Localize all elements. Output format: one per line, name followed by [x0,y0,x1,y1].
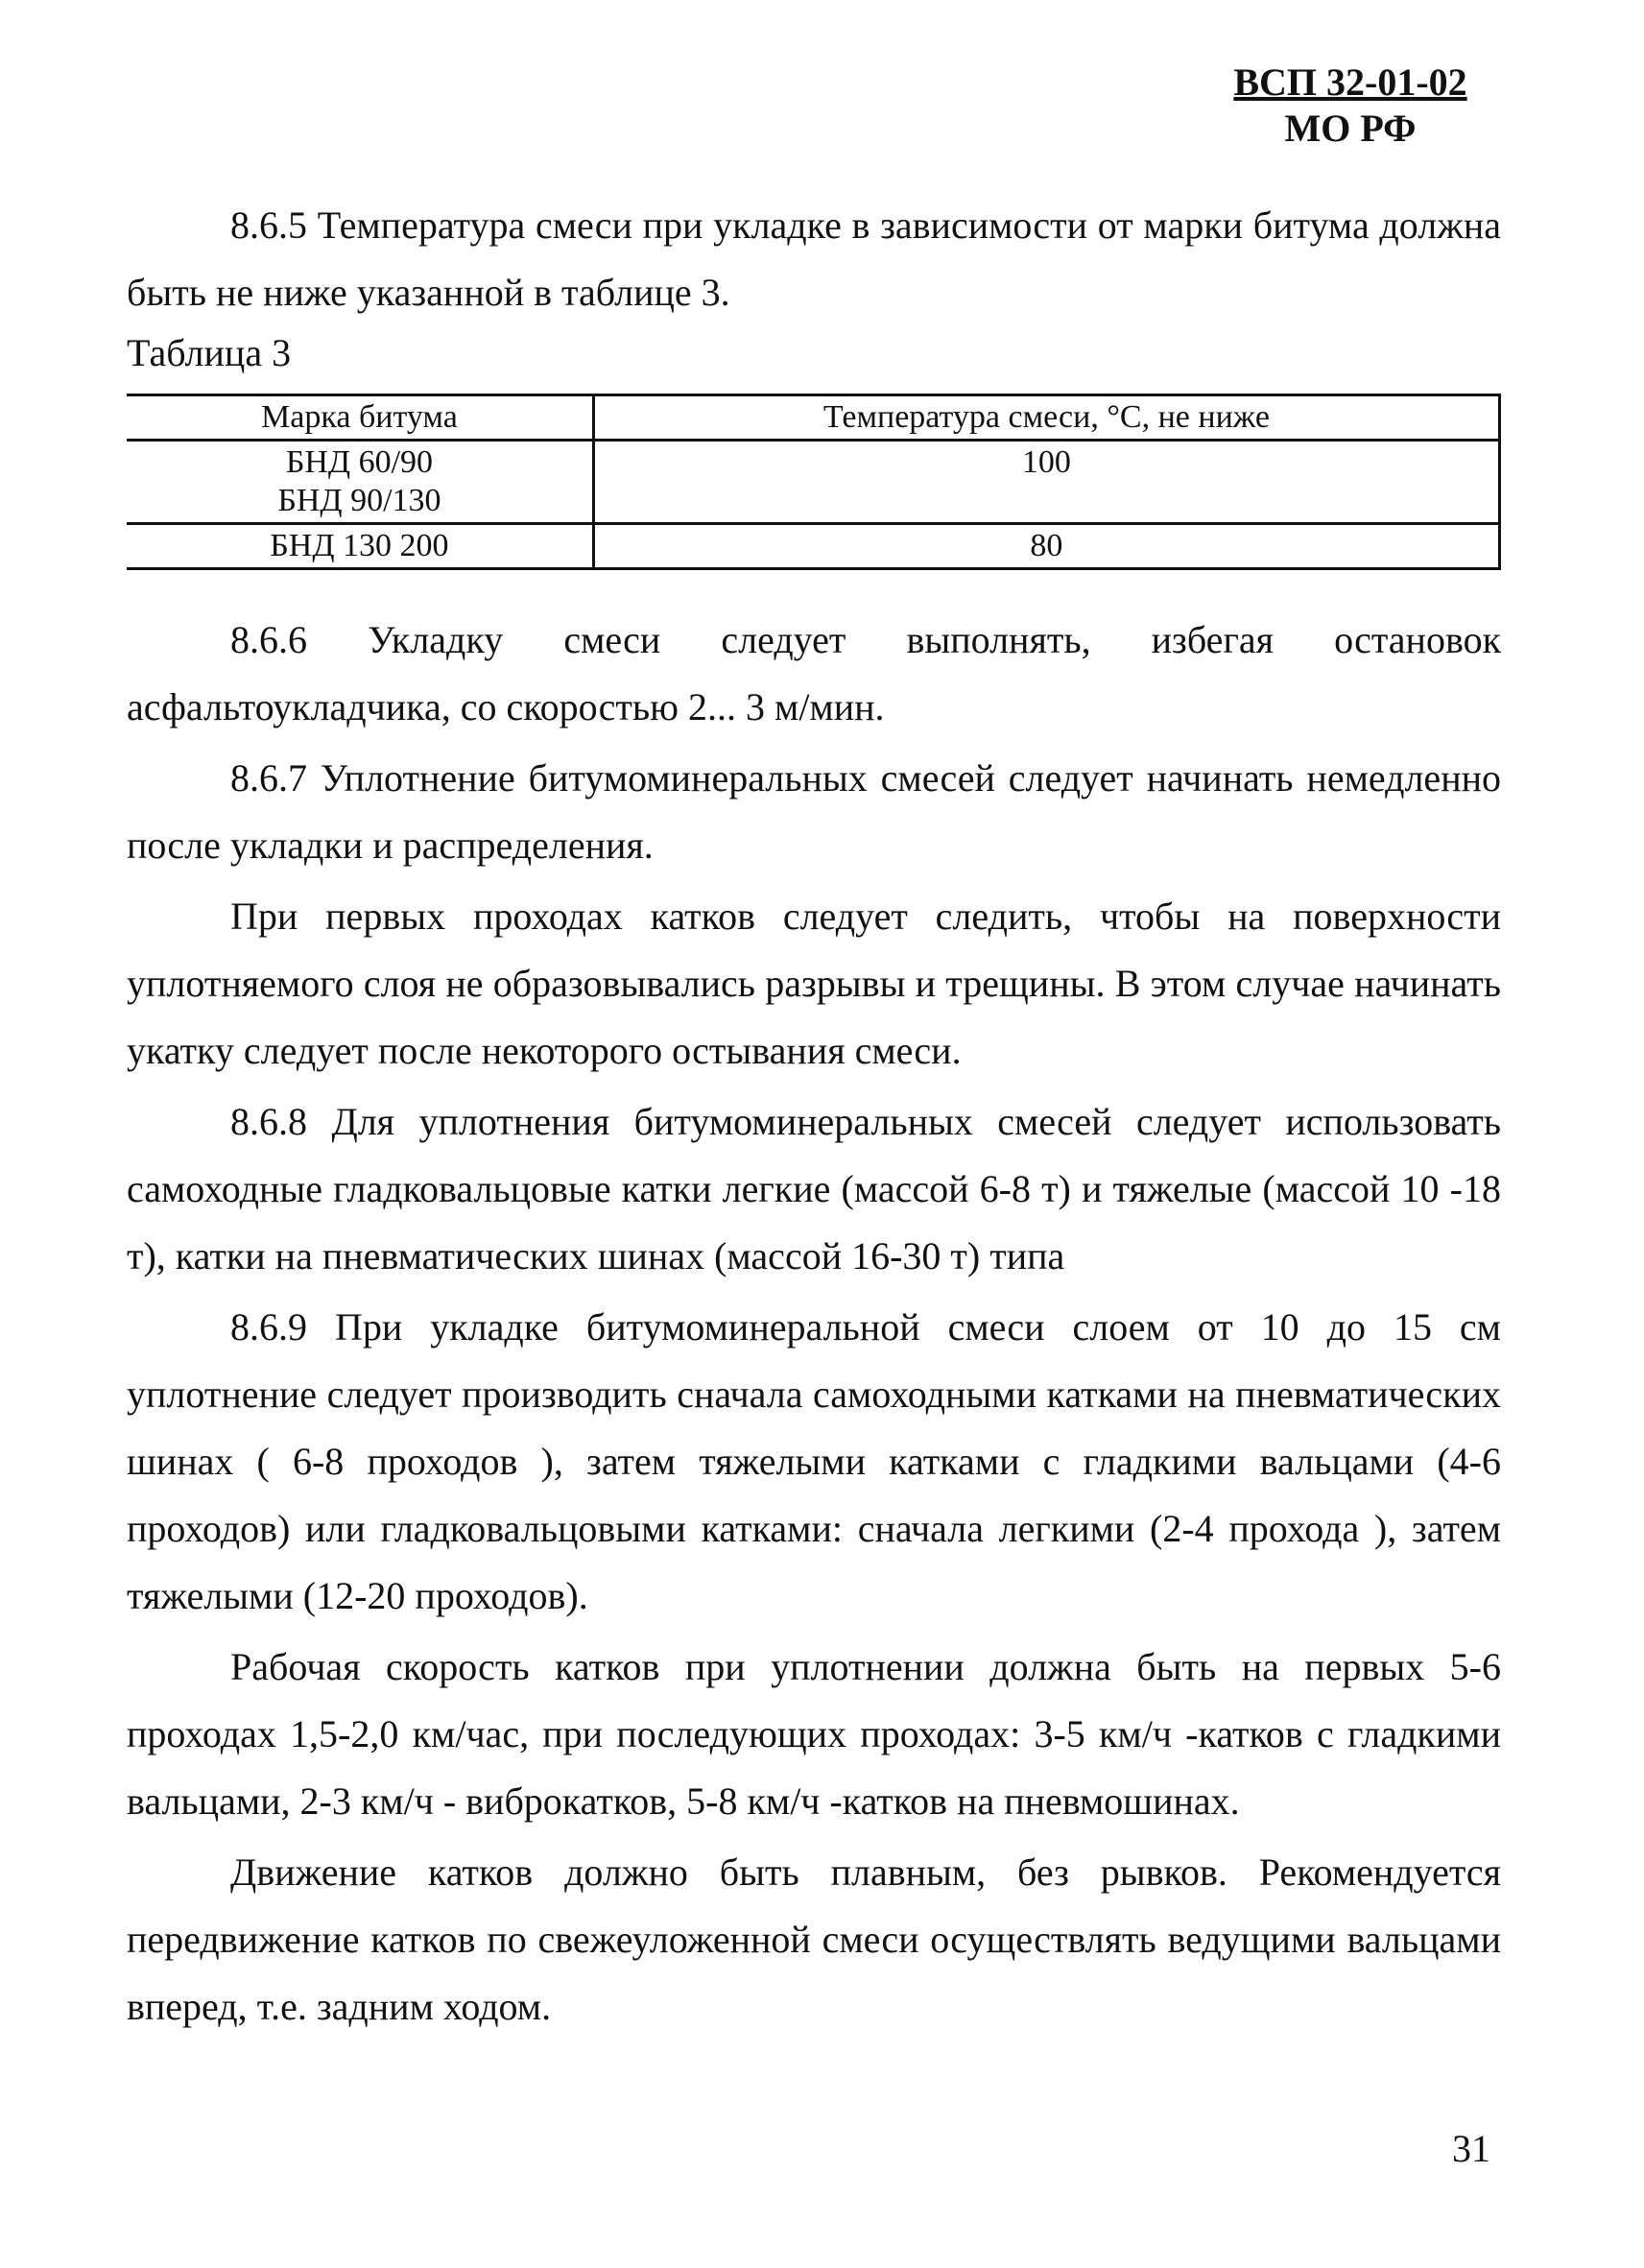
page-body [127,192,1501,2041]
grade-cell [127,524,593,569]
paragraph-8-6-6: 8.6.6 Укладку смеси следует выполнять, избегая остановок асфальтоукладчика, со скоростью 2... 3 м/мин. [127,618,1501,728]
grade-value: БНД 130 200 [270,528,449,563]
temperature-cell: 80 [593,524,1499,569]
grade-cell [127,441,593,524]
paragraph-8-6-8: 8.6.8 Для уплотнения битумоминеральных смесей следует использовать самоходные гладковальцовые катки легкие (массой 6-8 т) и тяжелые (массой 10 -18 т), катки на пневматических шинах (массой 16-30 т) типа [127,1100,1501,1277]
paragraph-roller-speed: Рабочая скорость катков при уплотнении должна быть на первых 5-6 проходах 1,5-2,0 км/час, при последующих проходах: 3-5 км/ч -катков с гладкими вальцами, 2-3 км/ч - виброкатков, 5-8 км/ч -катков на пневмошинах. [127,1645,1501,1823]
paragraph-roller-movement: Движение катков должно быть плавным, без рывков. Рекомендуется передвижение катков по свежеуложенной смеси осуществлять ведущими вальцами вперед, т.е. задним ходом. [127,1850,1501,2028]
document-code: ВСП 32-01-02 [1233,60,1467,104]
table-row [127,441,1500,524]
paragraph-8-6-5: 8.6.5 Температура смеси при укладке в зависимости от марки битума должна быть не ниже указанной в таблице 3. [127,203,1501,314]
bitumen-temperature-table [127,394,1501,570]
paragraph-8-6-7: 8.6.7 Уплотнение битумоминеральных смесей следует начинать немедленно после укладки и распределения. [127,756,1501,867]
column-header-temperature: Температура смеси, °С, не ниже [593,395,1499,441]
grade-value: БНД 90/130 [277,483,441,518]
table-header-row [127,395,1500,441]
table-row [127,524,1500,569]
table-caption: Таблица 3 [127,331,292,374]
document-header [1226,60,1475,152]
document-org: МО РФ [1284,107,1417,150]
column-header-grade: Марка битума [127,395,593,441]
temperature-cell: 100 [593,441,1499,524]
paragraph-8-6-9: 8.6.9 При укладке битумоминеральной смеси слоем от 10 до 15 см уплотнение следует производить сначала самоходными катками на пневматических шинах ( 6-8 проходов ), затем тяжелыми катками с гладкими вальцами (4-6 проходов) или гладковальцовыми катками: сначала легкими (2-4 прохода ), затем тяжелыми (12-20 проходов). [127,1305,1501,1617]
grade-value: БНД 60/90 [285,444,434,480]
page-number: 31 [1452,2127,1490,2170]
paragraph-rollers-first-passes: При первых проходах катков следует следить, чтобы на поверхности уплотняемого слоя не образовывались разрывы и трещины. В этом случае начинать укатку следует после некоторого остывания смеси. [127,895,1501,1072]
